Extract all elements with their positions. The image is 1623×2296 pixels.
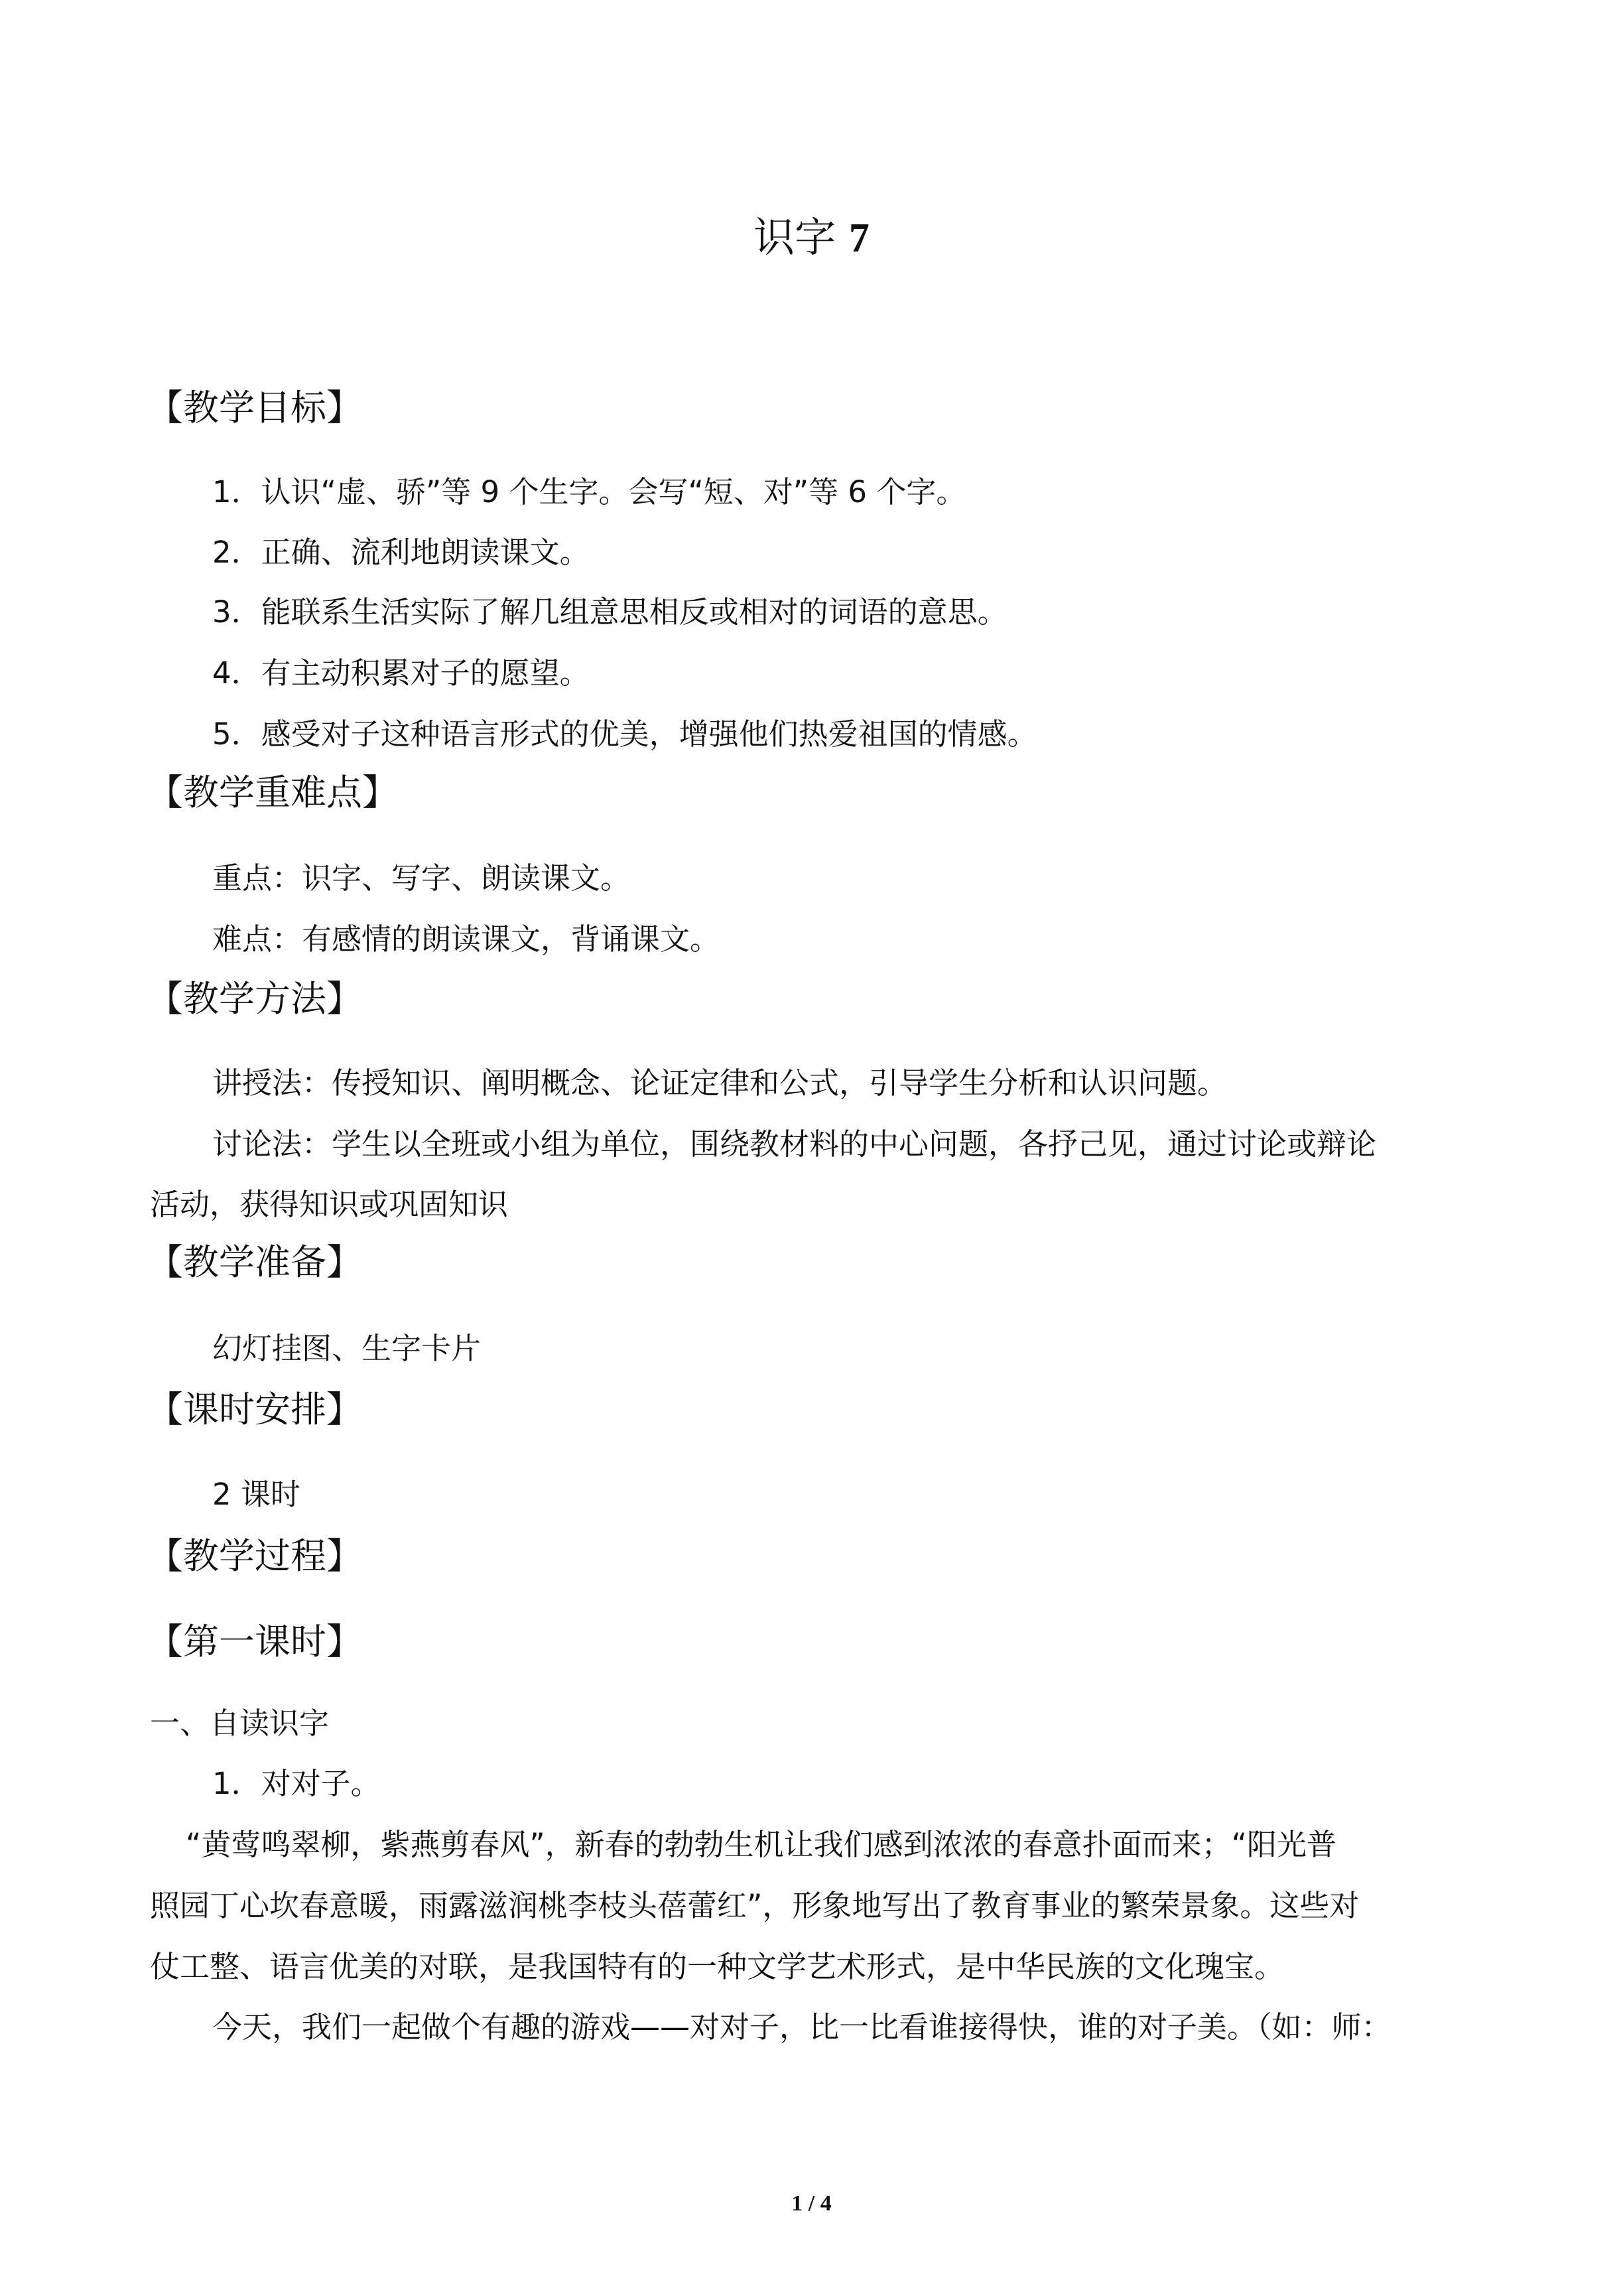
page-number: 1 / 4 bbox=[791, 2191, 832, 2216]
prep-item: 幻灯挂图、生字卡片 bbox=[212, 1331, 482, 1366]
heading-methods: 【教学方法】 bbox=[147, 978, 362, 1020]
title-number: 7 bbox=[848, 216, 870, 261]
heading-goals: 【教学目标】 bbox=[147, 387, 362, 429]
paragraph-line: 今天，我们一起做个有趣的游戏——对对子，比一比看谁接得快，谁的对子美。（如：师： bbox=[212, 2009, 1392, 2045]
heading-prep: 【教学准备】 bbox=[147, 1241, 362, 1283]
subsection-title: 一、自读识字 bbox=[150, 1706, 330, 1741]
paragraph-line: 照园丁心坎春意暖，雨露滋润桃李枝头蓓蕾红”，形象地写出了教育事业的繁荣景象。这些对 bbox=[150, 1888, 1360, 1923]
page-title bbox=[0, 211, 1623, 265]
goal-item: 3．能联系生活实际了解几组意思相反或相对的词语的意思。 bbox=[212, 594, 1007, 630]
method-item: 讲授法：传授知识、阐明概念、论证定律和公式，引导学生分析和认识问题。 bbox=[212, 1065, 1228, 1101]
method-item-continued: 活动，获得知识或巩固知识 bbox=[150, 1187, 509, 1222]
keypoint-item: 难点：有感情的朗读课文，背诵课文。 bbox=[212, 921, 720, 957]
goal-item: 4．有主动积累对子的愿望。 bbox=[212, 655, 590, 691]
title-text: 识字 bbox=[753, 213, 836, 261]
goal-item: 1．认识“虚、骄”等 9 个生字。会写“短、对”等 6 个字。 bbox=[212, 474, 966, 509]
heading-lesson1: 【第一课时】 bbox=[147, 1621, 362, 1662]
goal-item: 5．感受对子这种语言形式的优美，增强他们热爱祖国的情感。 bbox=[212, 716, 1037, 752]
paragraph-line: “黄莺鸣翠柳，紫燕剪春风”，新春的勃勃生机让我们感到浓浓的春意扑面而来；“阳光普 bbox=[186, 1827, 1336, 1862]
schedule-item: 2 课时 bbox=[212, 1477, 300, 1512]
paragraph-line: 仗工整、语言优美的对联，是我国特有的一种文学艺术形式，是中华民族的文化瑰宝。 bbox=[150, 1949, 1285, 1984]
goal-item: 2．正确、流利地朗读课文。 bbox=[212, 535, 590, 570]
heading-schedule: 【课时安排】 bbox=[147, 1388, 362, 1430]
heading-process: 【教学过程】 bbox=[147, 1535, 362, 1577]
keypoint-item: 重点：识字、写字、朗读课文。 bbox=[212, 860, 631, 896]
method-item: 讨论法：学生以全班或小组为单位，围绕教材料的中心问题，各抒己见，通过讨论或辩论 bbox=[212, 1126, 1377, 1162]
heading-keypoints: 【教学重难点】 bbox=[147, 772, 398, 813]
subsection-item: 1．对对子。 bbox=[212, 1766, 381, 1801]
